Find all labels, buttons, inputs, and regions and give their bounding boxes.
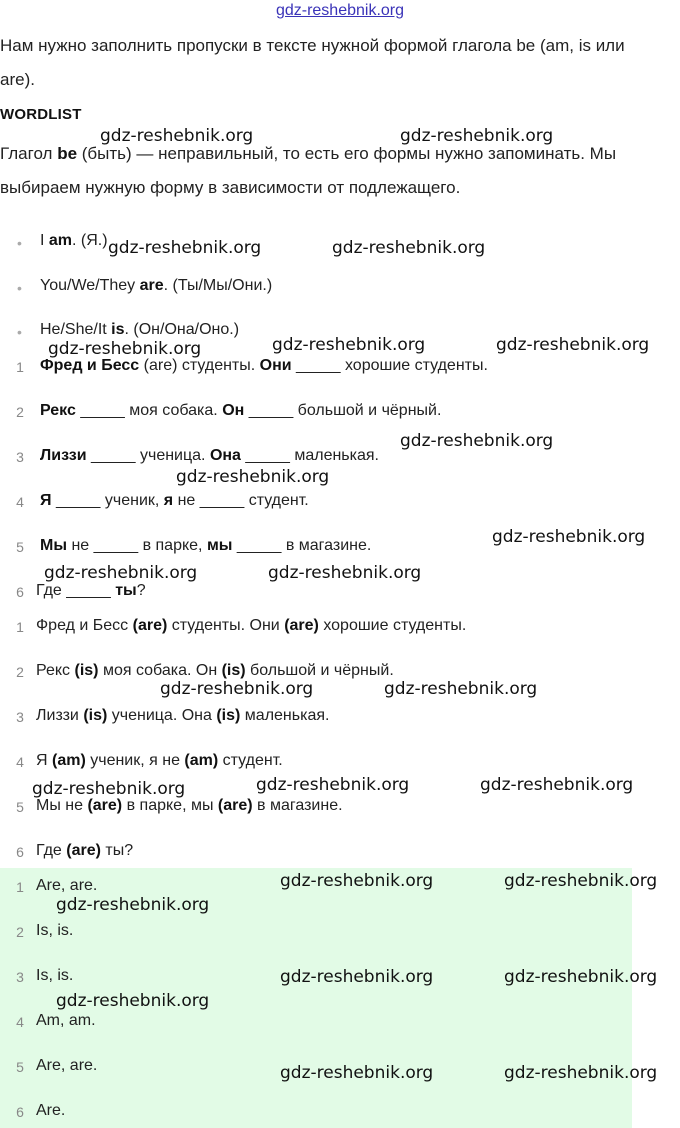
watermark: gdz-reshebnik.org — [56, 991, 210, 1011]
watermark: gdz-reshebnik.org — [332, 238, 486, 258]
intro-line-2: are). — [0, 70, 35, 89]
watermark: gdz-reshebnik.org — [272, 335, 426, 355]
watermark: gdz-reshebnik.org — [44, 563, 198, 583]
watermark: gdz-reshebnik.org — [56, 895, 210, 915]
watermark: gdz-reshebnik.org — [504, 967, 658, 987]
answer-line: Мы не (are) в парке, мы (are) в магазине. — [36, 797, 343, 814]
watermark: gdz-reshebnik.org — [504, 871, 658, 891]
item-number: 4 — [16, 1014, 24, 1030]
site-link[interactable]: gdz-reshebnik.org — [275, 2, 405, 19]
answer-line: Рекс (is) моя собака. Он (is) большой и чёрный. — [36, 662, 394, 679]
watermark: gdz-reshebnik.org — [384, 679, 538, 699]
watermark: gdz-reshebnik.org — [492, 527, 646, 547]
watermark: gdz-reshebnik.org — [280, 967, 434, 987]
watermark: gdz-reshebnik.org — [100, 126, 254, 146]
answer-line: Я (am) ученик, я не (am) студент. — [36, 752, 283, 769]
item-number: 5 — [16, 799, 24, 815]
bullet-item: I am. (Я.) — [40, 232, 108, 249]
watermark: gdz-reshebnik.org — [108, 238, 262, 258]
item-number: 4 — [16, 754, 24, 770]
watermark: gdz-reshebnik.org — [496, 335, 650, 355]
item-number: 6 — [16, 584, 24, 600]
bullet-dot: • — [17, 324, 22, 340]
watermark: gdz-reshebnik.org — [480, 775, 634, 795]
exercise-line: Рекс _____ моя собака. Он _____ большой и чёрный. — [40, 402, 442, 419]
wordlist-line-2: выбираем нужную форму в зависимости от подлежащего. — [0, 178, 461, 197]
item-number: 5 — [16, 539, 24, 555]
item-number: 3 — [16, 449, 24, 465]
short-answer: Am, am. — [36, 1012, 96, 1029]
wordlist-line-1: Глагол be (быть) — неправильный, то есть его формы нужно запоминать. Мы — [0, 144, 617, 163]
short-answer: Are. — [36, 1102, 66, 1119]
item-number: 6 — [16, 844, 24, 860]
intro-line-1: Нам нужно заполнить пропуски в тексте нужной формой глагола be (am, is или — [0, 36, 625, 55]
watermark: gdz-reshebnik.org — [280, 1063, 434, 1083]
exercise-line: Где _____ ты? — [36, 582, 146, 599]
watermark: gdz-reshebnik.org — [504, 1063, 658, 1083]
answer-line: Фред и Бесс (are) студенты. Они (are) хорошие студенты. — [36, 617, 467, 634]
item-number: 1 — [16, 359, 24, 375]
exercise-line: Мы не _____ в парке, мы _____ в магазине. — [40, 537, 372, 554]
item-number: 1 — [16, 879, 24, 895]
watermark: gdz-reshebnik.org — [268, 563, 422, 583]
bullet-item: He/She/It is. (Он/Она/Оно.) — [40, 321, 240, 338]
short-answer: Is, is. — [36, 967, 74, 984]
watermark: gdz-reshebnik.org — [280, 871, 434, 891]
item-number: 3 — [16, 709, 24, 725]
short-answer: Are, are. — [36, 1057, 98, 1074]
watermark: gdz-reshebnik.org — [160, 679, 314, 699]
bullet-dot: • — [17, 280, 22, 296]
answer-line: Лиззи (is) ученица. Она (is) маленькая. — [36, 707, 330, 724]
watermark: gdz-reshebnik.org — [48, 339, 202, 359]
item-number: 2 — [16, 404, 24, 420]
exercise-line: Фред и Бесс (are) студенты. Они _____ хорошие студенты. — [40, 357, 488, 374]
bullet-dot: • — [17, 235, 22, 251]
answer-line: Где (are) ты? — [36, 842, 134, 859]
item-number: 5 — [16, 1059, 24, 1075]
exercise-line: Лиззи _____ ученица. Она _____ маленькая. — [40, 447, 379, 464]
item-number: 1 — [16, 619, 24, 635]
watermark: gdz-reshebnik.org — [256, 775, 410, 795]
item-number: 4 — [16, 494, 24, 510]
item-number: 3 — [16, 969, 24, 985]
item-number: 6 — [16, 1104, 24, 1120]
watermark: gdz-reshebnik.org — [400, 431, 554, 451]
exercise-line: Я _____ ученик, я не _____ студент. — [40, 492, 309, 509]
wordlist-heading: WORDLIST — [0, 106, 82, 123]
watermark: gdz-reshebnik.org — [176, 467, 330, 487]
item-number: 2 — [16, 664, 24, 680]
item-number: 2 — [16, 924, 24, 940]
watermark: gdz-reshebnik.org — [32, 779, 186, 799]
short-answer: Are, are. — [36, 877, 98, 894]
bullet-item: You/We/They are. (Ты/Мы/Они.) — [40, 277, 273, 294]
watermark: gdz-reshebnik.org — [400, 126, 554, 146]
short-answer: Is, is. — [36, 922, 74, 939]
